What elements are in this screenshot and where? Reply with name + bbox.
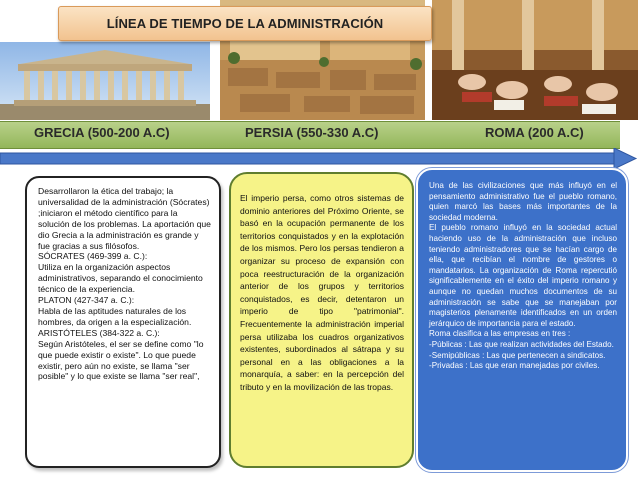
roma-text-influence: El pueblo romano influyó en la sociedad actual haciendo uso de la administración que incluso teniendo administradores que se hacían cargo de ella, que recibían el nombre de gestores o mandatarios. La organización de Roma repercutió significablemente en el éxito del imperio romano y aunque no quedan muchos documentos de su administración se sabe que se manejaban por magisterios plenamente identificados en un orden jerárquico de importancia para el estado. [429,223,617,328]
timeline-label-persia: PERSIA (550-330 A.C) [245,125,379,140]
roma-text-intro: Una de las civilizaciones que más influyó en el pensamiento administrativo fue el pueblo romano, quien marcó las bases más importantes de la sociedad moderna. [429,181,617,222]
persia-panel [229,172,414,468]
roman-feast-image [432,0,638,120]
timeline-label-roma: ROMA (200 A.C) [485,125,584,140]
grecia-text-platon-heading: PLATON (427-347 a. C.): [38,295,135,306]
grecia-text-aristoteles: Según Aristóteles, el ser se define como "lo que puede existir o existe". Lo que puede existir, pero aún no existe, se llama "ser posible" y lo que existe se llama "ser real", [38,338,204,382]
grecia-text-intro: Desarrollaron la ética del trabajo; la universalidad de la administración (Sócrates) ;iniciaron el método científico para la solución de los problemas. La aportación que dio Grecia a la administración es grande y fue gracias a sus filósofos. [38,186,211,251]
roma-text-semipublicas: -Semipúblicas : Las que pertenecen a sindicatos. [429,350,606,360]
grecia-text-socrates: Utiliza en la organización aspectos administrativos, separando el conocimiento técnico de la experiencia. [38,262,203,295]
roma-panel [416,168,628,472]
grecia-panel [25,176,221,468]
parthenon-image [0,42,210,120]
timeline-arrow [0,148,638,170]
timeline-label-grecia: GRECIA (500-200 A.C) [34,125,170,140]
page-title: LÍNEA DE TIEMPO DE LA ADMINISTRACIÓN [58,6,432,41]
roma-text-privadas: -Privadas : Las que eran manejadas por civiles. [429,361,600,371]
grecia-text-platon: Habla de las aptitudes naturales de los hombres, da origen a la especialización. [38,305,192,327]
persia-text: El imperio persa, como otros sistemas de dominio anteriores del Próximo Oriente, se basó en la ocupación permanente de los territorios conquistados y en la explotación de los mismos. Pero los persas tendieron a organizar su proceso de expansión con poca reestructuración de la organización anterior de los grupos y territorios conquistados, es decir, detentaron un imperio de tipo "patrimonial". Frecuentemente la administración imperial persa utilizaba los cuadros organizativos existentes, subordinados al sátrapa y su personal en a las obligaciones a la monarquía, a saber: en la percepción del tributo y en la movilización de las tropas. [240,193,404,392]
roma-text-publicas: -Públicas : Las que realizan actividades del Estado. [429,339,614,349]
roma-text-classification: Roma clasifica a las empresas en tres : [429,329,571,339]
timeline-bar [0,121,638,147]
grecia-text-socrates-heading: SÓCRATES (469-399 a. C.): [38,251,148,262]
grecia-text-aristoteles-heading: ARISTÓTELES (384-322 a. C.): [38,327,160,338]
